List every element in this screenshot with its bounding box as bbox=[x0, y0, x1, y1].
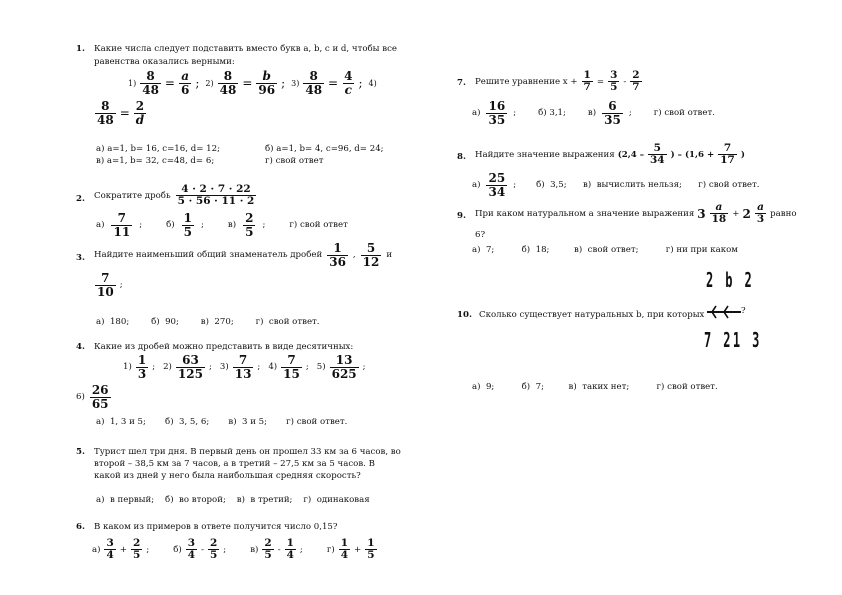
q2-option-c: в) $\frac{2}{5}$ ; bbox=[227, 211, 266, 239]
q4-fractions bbox=[123, 354, 366, 380]
q10-question-mark: ? bbox=[741, 306, 746, 316]
q10-fraction-lines bbox=[706, 303, 742, 321]
q4-question: Какие из дробей можно представить в виде десятичных: bbox=[94, 342, 354, 352]
q6-option-a: а) $\frac{3}{4}$ + $\frac{2}{5}$ ; bbox=[92, 537, 150, 562]
q1-eq4-label: 4) bbox=[368, 78, 377, 88]
q7-option-a: а) $\frac{16}{35}$ ; bbox=[472, 99, 517, 127]
q1-text-line1: Какие числа следует подставить вместо букв a, b, c и d, чтобы все bbox=[94, 44, 397, 54]
q9-question: При каком натуральном a значение выражения 3 $\frac{a}{18}$ + 2 $\frac{a}{3}$ равно bbox=[475, 201, 797, 226]
q9-text-line2: 6? bbox=[475, 230, 486, 240]
q5-text-line1: Турист шел три дня. В первый день он прошел 33 км за 6 часов, во bbox=[94, 447, 401, 457]
q10-numerators: 2 b 2 bbox=[706, 268, 755, 292]
q1-equations bbox=[128, 70, 377, 96]
q2-number: 2. bbox=[76, 194, 85, 204]
q8-question: Найдите значение выражения (2,4 – $\frac{5}{34}$ ) – (1,6 + $\frac{7}{17}$ ) bbox=[475, 142, 745, 167]
q5-answers: а) в первый; б) во второй; в) в третий; г) одинаковая bbox=[96, 495, 370, 505]
q3-third-fraction: $\frac{7}{10}$ ; bbox=[97, 271, 123, 299]
q8-options-rest: б) 3,5; в) вычислить нельзя; г) свой ответ. bbox=[536, 180, 760, 191]
q6-option-b: б) $\frac{3}{4}$ - $\frac{2}{5}$ ; bbox=[173, 537, 227, 562]
q4-fraction-6: 6) $\frac{26}{65}$ bbox=[76, 383, 109, 411]
q7-option-c: в) $\frac{6}{35}$ ; bbox=[587, 99, 632, 127]
q1-answer-a: а) a=1, b= 16, c=16, d= 12; bbox=[96, 144, 220, 154]
q4-fraction-4: 4) $\frac{7}{15}$ ; bbox=[268, 353, 309, 381]
q10-inequality-icon bbox=[706, 303, 742, 321]
q8-answers bbox=[472, 172, 760, 198]
q8-number: 8. bbox=[457, 152, 466, 162]
q1-eq4: $\frac{8}{48}$ = $\frac{2}{d}$ bbox=[97, 99, 145, 127]
q5-text-line3: какой из дней у него была наибольшая средняя скорость? bbox=[94, 471, 361, 481]
q2-question: Сократите дробь $\frac{4 \cdot 2 \cdot 7 \cdot 22}{5 \cdot 56 \cdot 11 \cdot 2}$ bbox=[94, 183, 255, 208]
q10-answers: а) 9; б) 7; в) таких нет; г) свой ответ. bbox=[472, 382, 718, 392]
q1-answer-d: г) свой ответ bbox=[265, 156, 324, 166]
q3-answers: а) 180; б) 90; в) 270; г) свой ответ. bbox=[96, 317, 320, 327]
q3-number: 3. bbox=[76, 253, 85, 263]
q1-eq1: 1) $\frac{8}{48}$ = $\frac{a}{6}$ ; bbox=[128, 69, 200, 97]
q2-option-b: б) $\frac{1}{5}$ ; bbox=[166, 211, 204, 239]
q9-number: 9. bbox=[457, 211, 466, 221]
q10-number: 10. bbox=[457, 310, 472, 320]
q6-option-c: в) $\frac{2}{5}$ - $\frac{1}{4}$ ; bbox=[250, 537, 303, 562]
q7-option-b: б) 3,1; bbox=[538, 108, 566, 119]
q1-eq3: 3) $\frac{8}{48}$ = $\frac{4}{c}$ ; bbox=[291, 69, 363, 97]
q4-fraction-3: 3) $\frac{7}{13}$ ; bbox=[219, 353, 261, 381]
q6-option-d: г) $\frac{1}{4}$ + $\frac{1}{5}$ bbox=[326, 537, 375, 562]
q8-option-a: а) $\frac{25}{34}$ ; bbox=[472, 171, 517, 199]
q4-answers: а) 1, 3 и 5; б) 3, 5, 6; в) 3 и 5; г) свой ответ. bbox=[96, 417, 348, 427]
q4-fraction-5: 5) $\frac{13}{625}$ ; bbox=[316, 353, 366, 381]
q3-question: Найдите наименьший общий знаменатель дробей $\frac{1}{36}$ , $\frac{5}{12}$ и bbox=[94, 241, 393, 269]
q6-options bbox=[92, 538, 378, 561]
q5-number: 5. bbox=[76, 447, 85, 457]
q4-fraction-1: 1) $\frac{1}{3}$ ; bbox=[123, 353, 156, 381]
q4-fraction-2: 2) $\frac{63}{125}$ ; bbox=[163, 353, 212, 381]
q9-answers: а) 7; б) 18; в) свой ответ; г) ни при каком bbox=[472, 245, 738, 255]
q1-answer-b: б) a=1, b= 4, c=96, d= 24; bbox=[265, 144, 384, 154]
q7-option-d: г) свой ответ. bbox=[653, 108, 715, 119]
q7-answers bbox=[472, 100, 715, 126]
q7-number: 7. bbox=[457, 78, 466, 88]
q10-question: Сколько существует натуральных b, при которых bbox=[479, 310, 705, 320]
q4-number: 4. bbox=[76, 342, 85, 352]
q10-denominators: 7 21 3 bbox=[704, 328, 762, 352]
q1-number: 1. bbox=[76, 44, 85, 54]
q1-eq2: 2) $\frac{8}{48}$ = $\frac{b}{96}$ ; bbox=[205, 69, 286, 97]
q2-option-d: г) свой ответ bbox=[289, 220, 348, 231]
q6-number: 6. bbox=[76, 522, 85, 532]
q2-answers bbox=[96, 212, 348, 238]
q7-question: Решите уравнение x + $\frac{1}{7}$ = $\frac{3}{5}$ - $\frac{2}{7}$ bbox=[475, 69, 640, 94]
q5-text-line2: второй – 38,5 км за 7 часов, а в третий – 27,5 км за 5 часов. В bbox=[94, 459, 375, 469]
q1-text-line2: равенства оказались верными: bbox=[94, 57, 235, 67]
q2-option-a: а) $\frac{7}{11}$ ; bbox=[96, 211, 143, 239]
q1-answer-c: в) a=1, b= 32, c=48, d= 6; bbox=[96, 156, 215, 166]
q6-question: В каком из примеров в ответе получится число 0,15? bbox=[94, 522, 338, 532]
